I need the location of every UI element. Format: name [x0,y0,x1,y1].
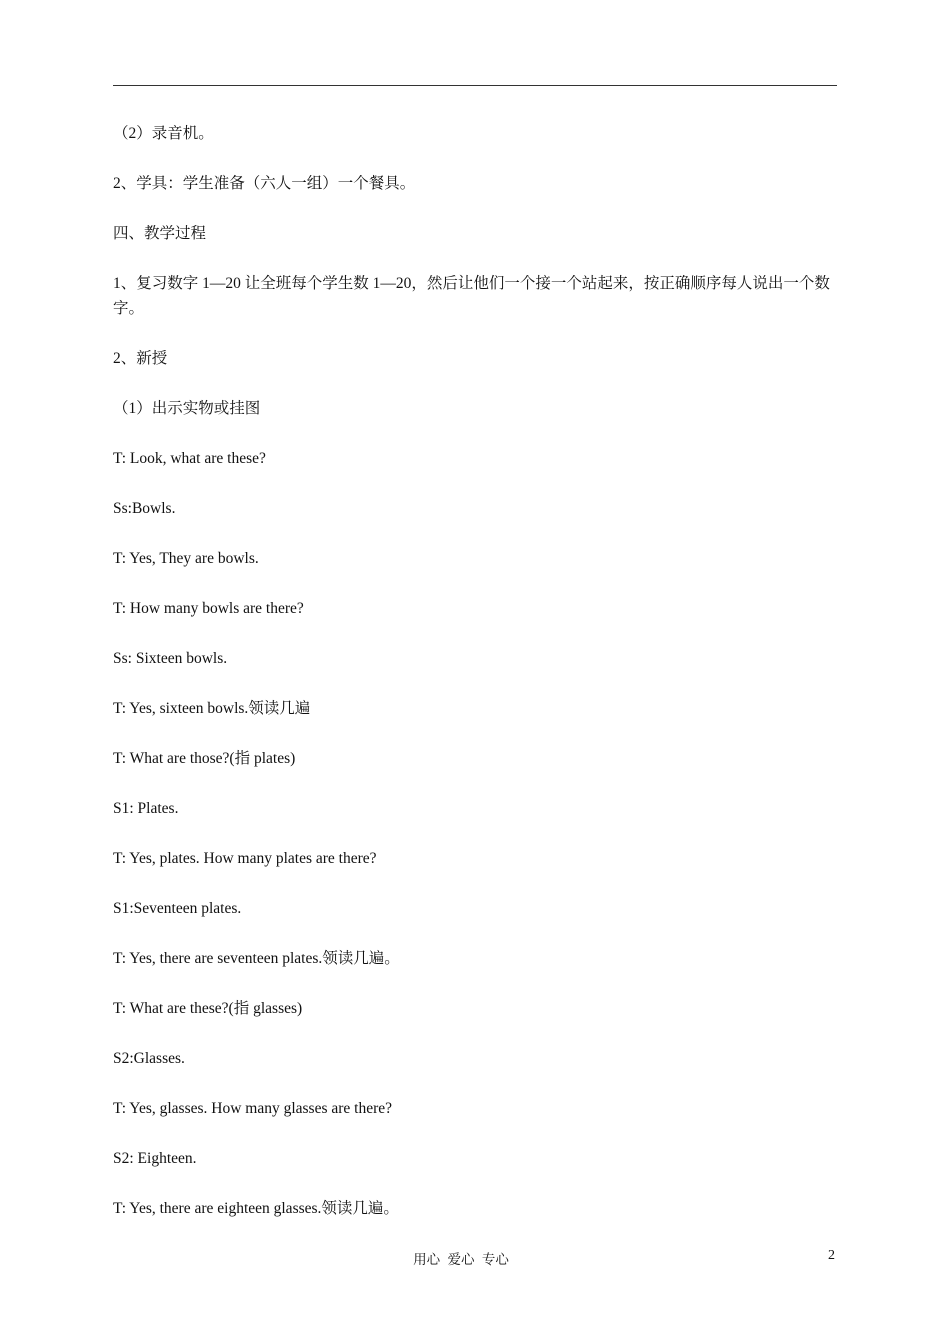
dialogue-line: T: Yes, They are bowls. [113,550,259,567]
dialogue-line: S1: Plates. [113,800,179,817]
dialogue-line: T: Yes, sixteen bowls.领读几遍 [113,700,311,717]
dialogue-line: Ss:Bowls. [113,500,176,517]
section-heading: 四、教学过程 [113,225,207,242]
dialogue-line: T: How many bowls are there? [113,600,304,617]
paragraph: （2）录音机。 [113,125,214,142]
footer-motto: 用心 爱心 专心 [413,1252,509,1267]
document-body [113,121,837,1246]
dialogue-line: Ss: Sixteen bowls. [113,650,228,667]
dialogue-line: S2: Eighteen. [113,1150,197,1167]
dialogue-line: T: What are these?(指 glasses) [113,1000,303,1017]
dialogue-line: T: What are those?(指 plates) [113,750,296,767]
dialogue-line: T: Yes, there are seventeen plates.领读几遍。 [113,950,400,967]
header-rule [113,85,837,86]
paragraph: （1）出示实物或挂图 [113,400,261,417]
page-number: 2 [828,1248,835,1263]
dialogue-line: T: Yes, there are eighteen glasses.领读几遍。 [113,1200,399,1217]
dialogue-line: T: Look, what are these? [113,450,266,467]
dialogue-line: S1:Seventeen plates. [113,900,242,917]
dialogue-line: S2:Glasses. [113,1050,185,1067]
paragraph: 2、新授 [113,350,168,367]
dialogue-line: T: Yes, plates. How many plates are there? [113,850,377,867]
paragraph: 2、学具：学生准备（六人一组）一个餐具。 [113,175,416,192]
dialogue-line: T: Yes, glasses. How many glasses are there? [113,1100,393,1117]
paragraph: 1、复习数字 1—20 让全班每个学生数 1—20，然后让他们一个接一个站起来，按正确顺序每人说出一个数字。 [113,275,830,317]
